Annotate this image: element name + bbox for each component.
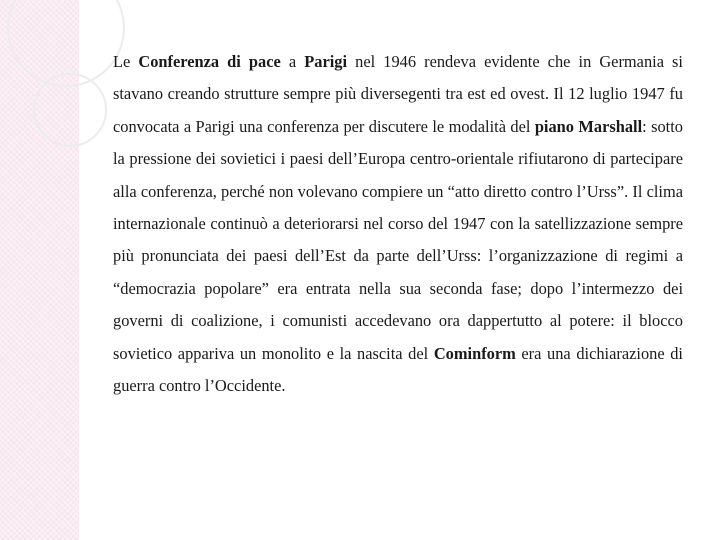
text-segment: a (280, 52, 305, 71)
decorative-side-band (0, 0, 79, 540)
text-segment: nel 1946 rendeva evidente che in Germania si stavano creando strutture sempre più diversegenti tra est ed ovest. Il 12 luglio 1947 fu convocata a Parigi una conferenza per discutere le modalità del (113, 52, 683, 136)
bold-term-conferenza: Conferenza di pace (138, 52, 281, 71)
body-text (113, 46, 683, 402)
text-segment: Le (113, 52, 139, 71)
text-segment: era una dichiarazione di guerra contro l’Occidente. (113, 343, 683, 396)
bold-term-cominform: Cominform (433, 343, 516, 363)
text-segment: : sotto la pressione dei sovietici i paesi dell’Europa centro-orientale rifiutarono di partecipare alla conferenza, perché non volevano compiere un “atto diretto contro l’Urss”. Il clima internazionale continuò a deteriorarsi nel corso del 1947 con la satellizzazione sempre più pronunciata dei paesi dell’Est da parte dell’Urss: l’organizzazione di regimi a “democrazia popolare” era entrata nella sua seconda fase; dopo l’intermezzo dei governi di coalizione, i comunisti accedevano ora dappertutto al potere: il blocco sovietico appariva un monolito e la nascita del (113, 116, 683, 363)
bold-term-piano-marshall: piano Marshall (534, 116, 643, 136)
bold-term-parigi: Parigi (304, 52, 348, 71)
